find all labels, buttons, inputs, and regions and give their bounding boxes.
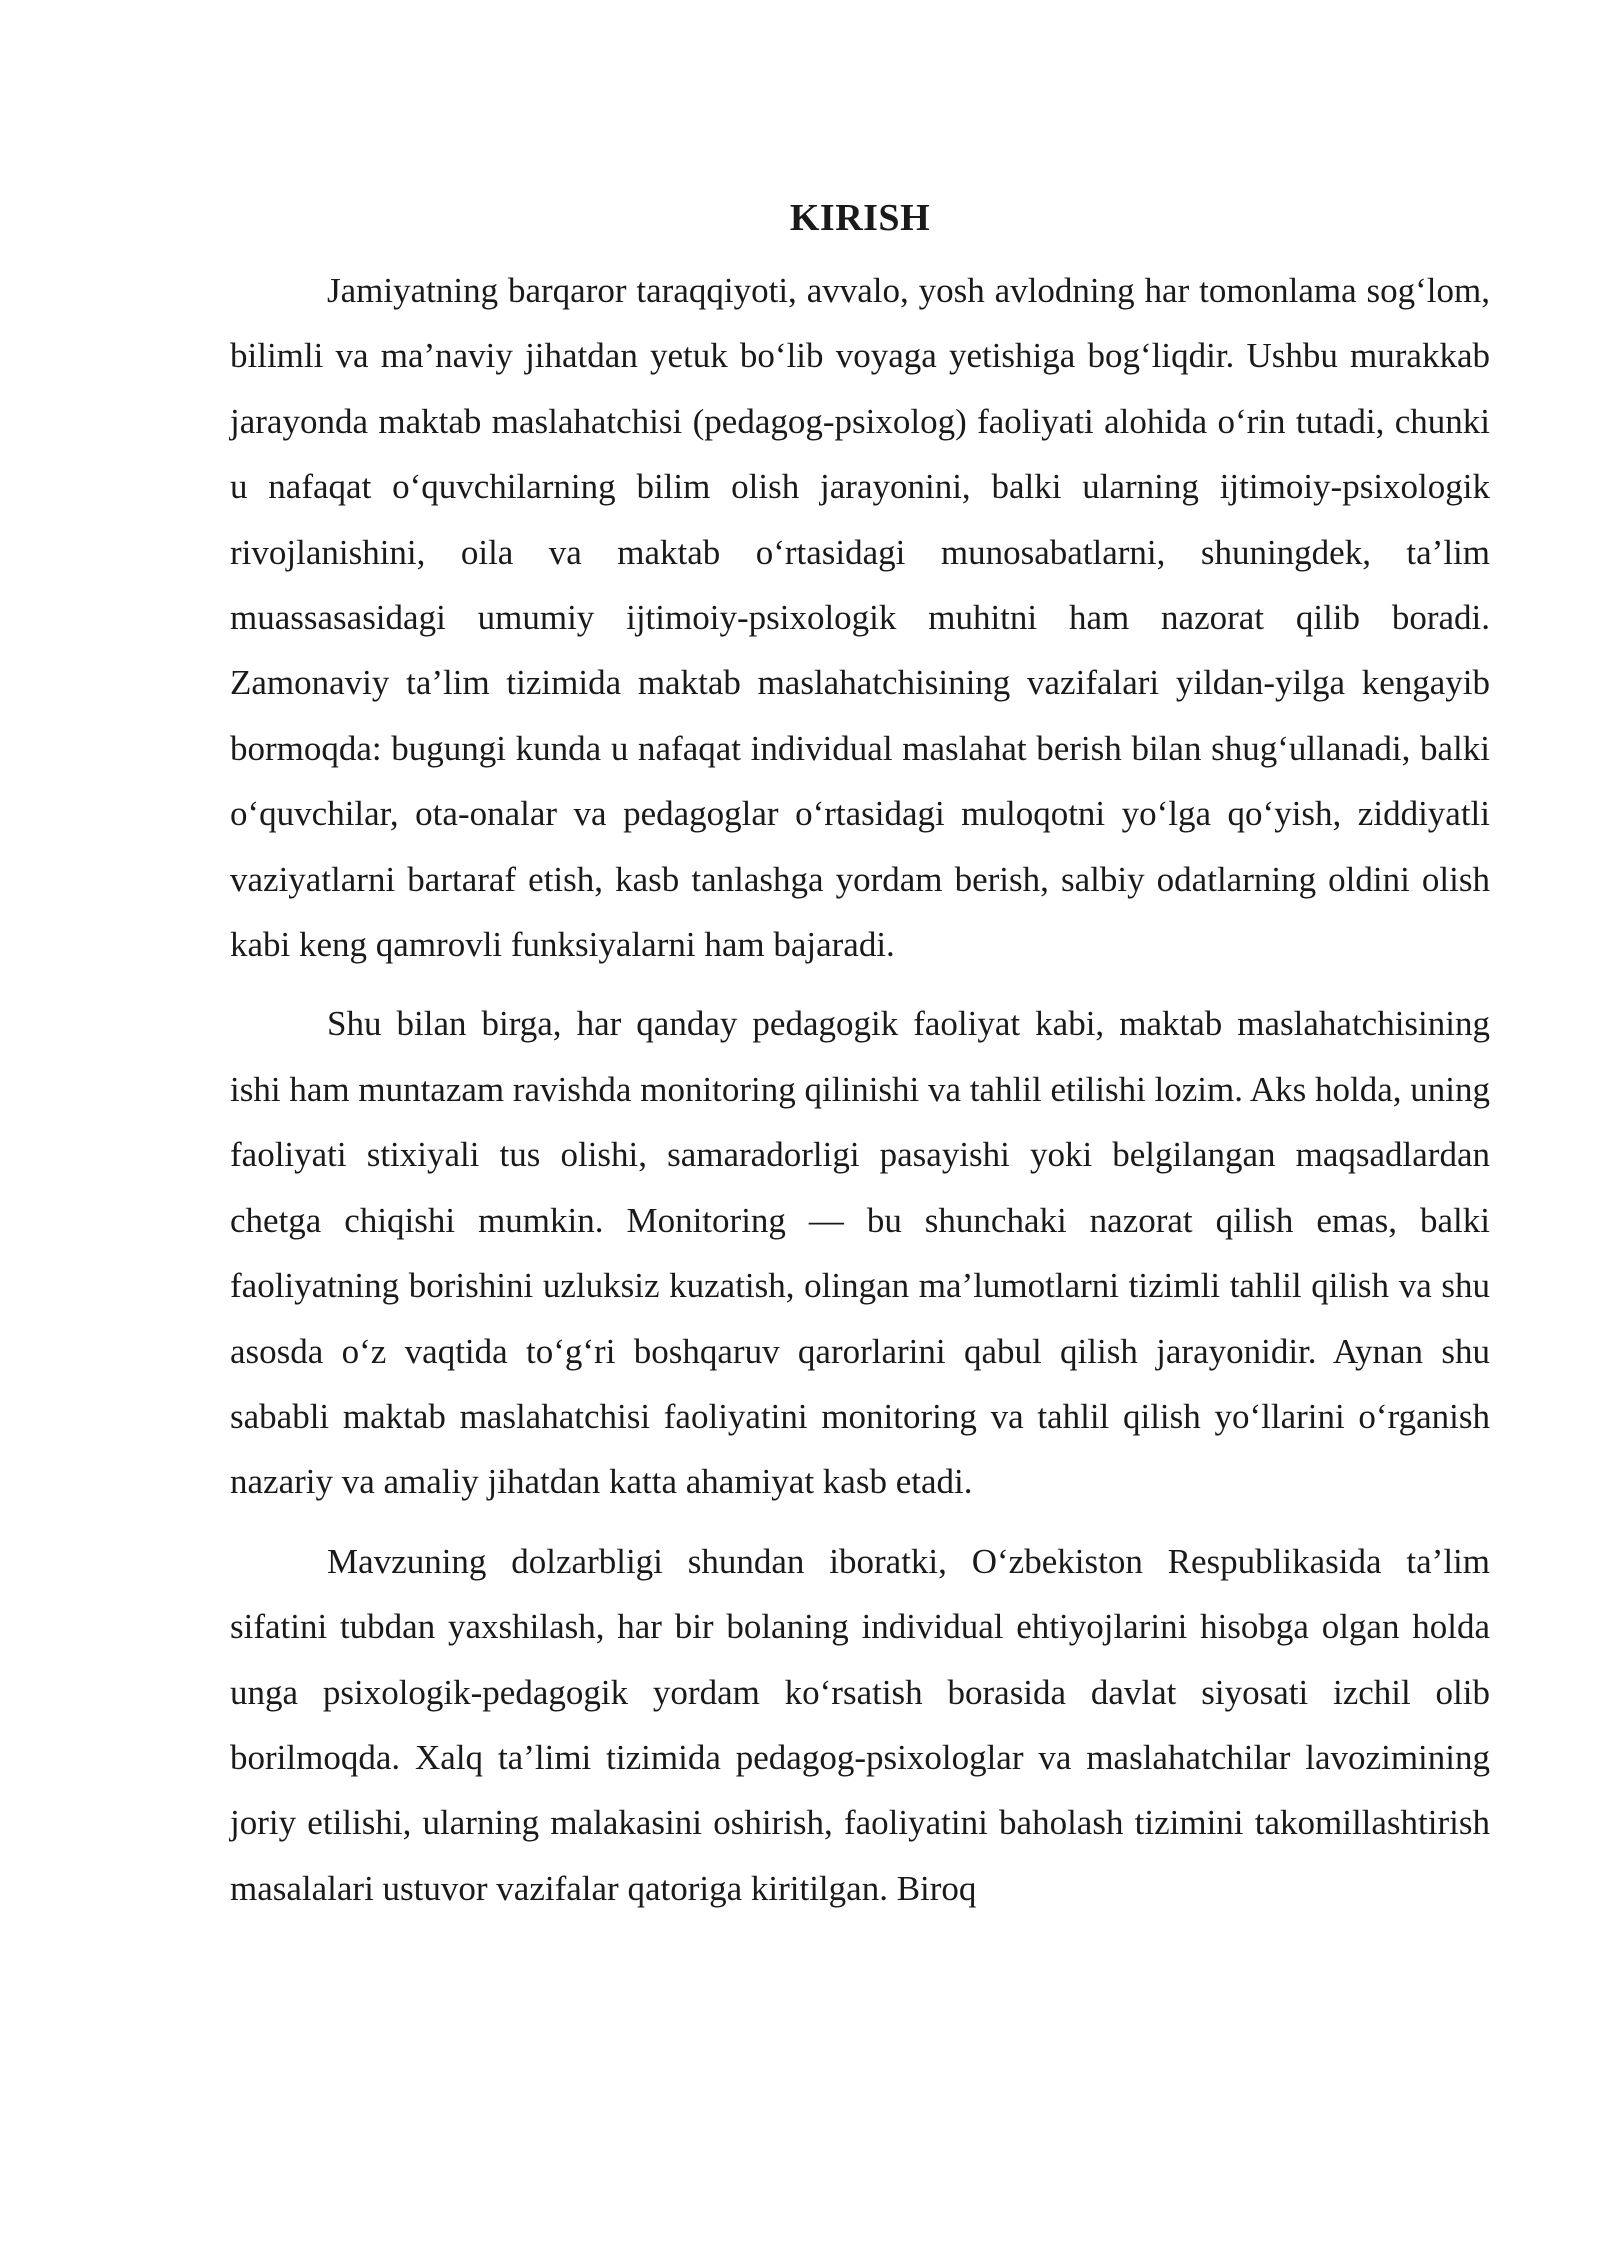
paragraph-1: Jamiyatning barqaror taraqqiyoti, avvalo, yosh avlodning har tomonlama sog‘lom, bilimli va ma’naviy jihatdan yetuk bo‘lib voyaga yetishiga bog‘liqdir. Ushbu murakkab jarayonda maktab maslahatchisi (pedagog-psixolog) faoliyati alohida o‘rin tutadi, chunki u nafaqat o‘quvchilarning bilim olish jarayonini, balki ularning ijtimoiy-psixologik rivojlanishini, oila va maktab o‘rtasidagi munosabatlarni, shuningdek, ta’lim muassasasidagi umumiy ijtimoiy-psixologik muhitni ham nazorat qilib boradi. Zamonaviy ta’lim tizimida maktab maslahatchisining vazifalari yildan-yilga kengayib bormoqda: bugungi kunda u nafaqat individual maslahat berish bilan shug‘ullanadi, balki o‘quvchilar, ota-onalar va pedagoglar o‘rtasidagi muloqotni yo‘lga qo‘yish, ziddiyatli vaziyatlarni bartaraf etish, kasb tanlashga yordam berish, salbiy odatlarning oldini olish kabi keng qamrovli funksiyalarni ham bajaradi. bbox=[230, 271, 1490, 965]
document-body bbox=[230, 192, 1490, 1935]
section-title: KIRISH bbox=[789, 197, 931, 239]
paragraph-2: Shu bilan birga, har qanday pedagogik faoliyat kabi, maktab maslahatchisining ishi ham muntazam ravishda monitoring qilinishi va tahlil etilishi lozim. Aks holda, uning faoliyati stixiyali tus olishi, samaradorligi pasayishi yoki belgilangan maqsadlardan chetga chiqishi mumkin. Monitoring — bu shunchaki nazorat qilish emas, balki faoliyatning borishini uzluksiz kuzatish, olingan ma’lumotlarni tizimli tahlil qilish va shu asosda o‘z vaqtida to‘g‘ri boshqaruv qarorlarini qabul qilish jarayonidir. Aynan shu sababli maktab maslahatchisi faoliyatini monitoring va tahlil qilish yo‘llarini o‘rganish nazariy va amaliy jihatdan katta ahamiyat kasb etadi. bbox=[230, 1004, 1490, 1502]
paragraph-3: Mavzuning dolzarbligi shundan iboratki, O‘zbekiston Respublikasida ta’lim sifatini tubdan yaxshilash, har bir bolaning individual ehtiyojlarini hisobga olgan holda unga psixologik-pedagogik yordam ko‘rsatish borasida davlat siyosati izchil olib borilmoqda. Xalq ta’limi tizimida pedagog-psixologlar va maslahatchilar lavozimining joriy etilishi, ularning malakasini oshirish, faoliyatini baholash tizimini takomillashtirish masalalari ustuvor vazifalar qatoriga kiritilgan. Biroq bbox=[230, 1541, 1490, 1908]
